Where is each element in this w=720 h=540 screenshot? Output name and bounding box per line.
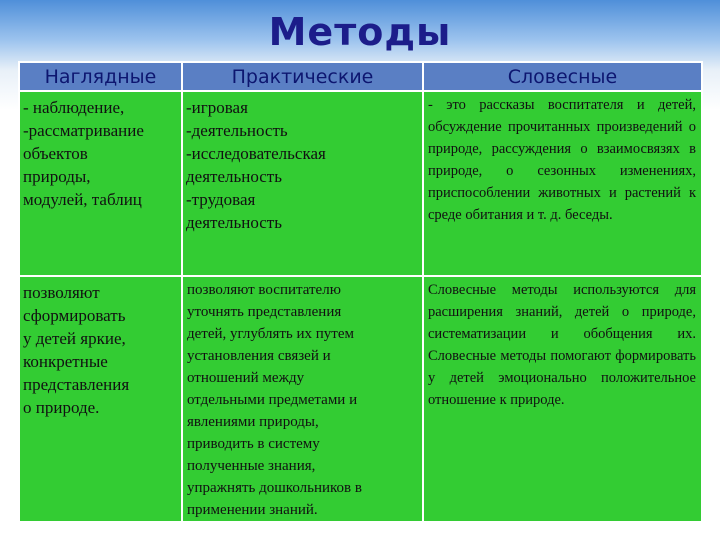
cell-practical-list: -игровая -деятельность -исследовательская деятельность -трудовая деятельность (186, 98, 326, 232)
table-header-row (19, 62, 702, 91)
table-cell (182, 276, 423, 522)
table-row (19, 276, 702, 522)
header-visual: Наглядные (19, 62, 182, 91)
cell-visual-list: - наблюдение, -рассматривание объектов природы, модулей, таблиц (23, 98, 144, 209)
cell-verbal-purpose: Словесные методы используются для расширения знаний, детей о природе, систематизации и обобщения их. Словесные методы помогают формировать у детей эмоционально положительное отношение к природе. (428, 282, 696, 408)
header-practical: Практические (182, 62, 423, 91)
table-cell (19, 91, 182, 276)
table-cell (19, 276, 182, 522)
cell-visual-purpose: позволяют сформировать у детей яркие, конкретные представления о природе. (23, 283, 130, 417)
table-row (19, 91, 702, 276)
header-verbal: Словесные (423, 62, 702, 91)
page-title: Методы (268, 10, 452, 54)
table-cell (423, 276, 702, 522)
methods-table (18, 61, 703, 523)
cell-practical-purpose: позволяют воспитателю уточнять представления детей, углублять их путем установления связей и отношений между отдельными предметами и явлениями природы, приводить в систему полученные знания, упражнять дошкольников в применении знаний. (187, 282, 362, 518)
cell-verbal-list: - это рассказы воспитателя и детей, обсуждение прочитанных произведений о природе, рассуждения о взаимосвязях в природе, о сезонных изменениях, приспособлении животных и растений к среде обитания и т. д. беседы. (428, 97, 696, 223)
table-cell (182, 91, 423, 276)
table-cell (423, 91, 702, 276)
